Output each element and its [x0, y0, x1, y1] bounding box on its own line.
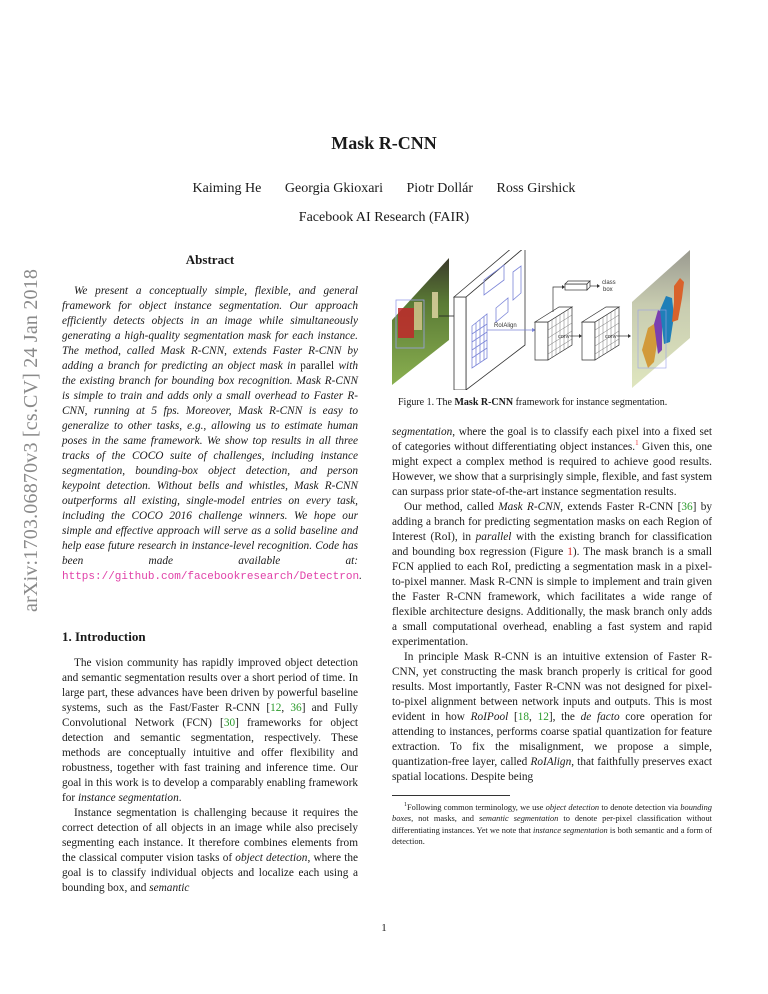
footnote-marker[interactable]: 1 [635, 439, 639, 448]
code-link[interactable]: https://github.com/facebookresearch/Detectron [62, 571, 360, 583]
footnote-divider [392, 795, 510, 796]
footnote: $^1$Following common terminology, we use object detection to denote detection via bounding boxes, not masks, and semantic segmentation to denote per-pixel classification without differentiating instances. Yet we note that instance segmentation is both semantic and a form of detection. [392, 802, 712, 847]
figure-1-diagram [392, 250, 717, 390]
right-column [392, 425, 712, 848]
intro-paragraph: In principle Mask R-CNN is an intuitive extension of Faster R-CNN, yet constructing the mask branch properly is critical for good results. Most importantly, Faster R-CNN was not designed for pixel-to-pixel alignment between network inputs and outputs. This is most evident in how RoIPool [18, 12], the de facto core operation for attending to instances, performs coarse spatial quantization for feature extraction. To fix the misalignment, we propose a simple, quantization-free layer, called RoIAlign, that faithfully preserves exact spatial locations. Despite being [392, 651, 712, 783]
intro-paragraph: segmentation, where the goal is to classify each pixel into a fixed set of categories without differentiating object instances.$^1$ Given this, one might expect a complex method is required to achieve good results. However, we show that a surprisingly simple, flexible, and fast system can surpass prior state-of-the-art instance segmentation results. [392, 426, 712, 498]
citation-link[interactable]: 30 [223, 717, 236, 729]
section-heading-introduction: 1. Introduction [62, 629, 146, 644]
input-image [392, 258, 449, 385]
figure-caption: Figure 1. The Mask R-CNN framework for instance segmentation. [398, 397, 668, 408]
citation-link[interactable]: 18 [517, 711, 530, 723]
abstract-text: We present a conceptually simple, flexible, and general framework for object instance segmentation. Our approach efficiently detects objects in an image while simultaneously generating a high-quality segmentation mask for each instance. The method, called Mask R-CNN, extends Faster R-CNN by adding a branch for predicting an object mask in [62, 285, 358, 372]
intro-paragraph: Instance segmentation is challenging because it requires the correct detection of all objects in an image while also precisely segmenting each instance. It therefore combines elements from the classical computer vision tasks of object detection, where the goal is to classify individual objects and localize each using a bounding box, and semantic [62, 807, 359, 894]
author-name: Piotr Dollár [406, 181, 473, 196]
author-name: Georgia Gkioxari [284, 181, 383, 196]
author-name: Ross Girshick [496, 181, 576, 196]
citation-link[interactable]: 36 [681, 501, 693, 513]
conv-label: conv [605, 334, 617, 340]
intro-paragraph: Our method, called Mask R-CNN, extends Faster R-CNN [36] by adding a branch for predicting segmentation masks on each Region of Interest (RoI), in parallel with the existing branch for classification and bounding box regression (Figure 1). The mask branch is a small FCN applied to each RoI, predicting a segmentation mask in a pixel-to-pixel manner. Mask R-CNN is simple to implement and train given the Faster R-CNN framework, which facilitates a wide range of flexible architecture designs. Additionally, the mask branch only adds a small computational overhead, enabling a fast system and rapid experimentation. [392, 501, 712, 648]
left-column [62, 252, 362, 896]
class-label: class [602, 280, 616, 286]
abstract-heading: Abstract [185, 252, 235, 267]
box-label: box [603, 287, 613, 293]
arxiv-stamp: arXiv:1703.06870v3 [cs.CV] 24 Jan 2018 [20, 268, 42, 612]
citation-link[interactable]: 36 [290, 702, 302, 714]
citation-link[interactable]: 12 [270, 702, 282, 714]
author-list [0, 181, 768, 197]
figure-reference-link[interactable]: 1 [567, 546, 573, 558]
abstract-body [62, 284, 362, 585]
abstract-text: with the existing branch for bounding box recognition. Mask R-CNN is simple to train and adds only a small overhead to Faster R-CNN, running at 5 fps. Moreover, Mask R-CNN is easy to generalize to other tasks, e.g., allowing us to estimate human poses in the same framework. We show top results in all three tracks of the COCO suite of challenges, including instance segmentation, bounding-box object detection, and person keypoint detection. Without bells and whistles, Mask R-CNN outperforms all existing, single-model entries on every task, including the COCO 2016 challenge winners. We hope our simple and effective approach will serve as a solid baseline and help ease future research in instance-level recognition. Code has been made available at: [62, 360, 358, 567]
fc-head [565, 281, 590, 290]
conv-label: conv [558, 334, 570, 340]
intro-paragraph: The vision community has rapidly improved object detection and semantic segmentation results over a short period of time. In large part, these advances have been driven by powerful baseline systems, such as the Fast/Faster R-CNN [12, 36] and Fully Convolutional Network (FCN) [30] frameworks for object detection and semantic segmentation, respectively. These methods are conceptually intuitive and offer flexibility and robustness, together with fast training and inference time. Our goal in this work is to develop a comparably enabling framework for instance segmentation. [62, 657, 359, 804]
output-segmentation-image [632, 250, 690, 388]
page-number: 1 [381, 922, 387, 934]
abstract-text: parallel [300, 360, 335, 372]
affiliation: Facebook AI Research (FAIR) [298, 210, 470, 225]
roialign-label: RoIAlign [494, 323, 517, 329]
citation-link[interactable]: 12 [537, 711, 549, 723]
author-name: Kaiming He [192, 181, 262, 196]
abstract-text: . [359, 570, 362, 582]
paper-title: Mask R-CNN [331, 133, 437, 153]
